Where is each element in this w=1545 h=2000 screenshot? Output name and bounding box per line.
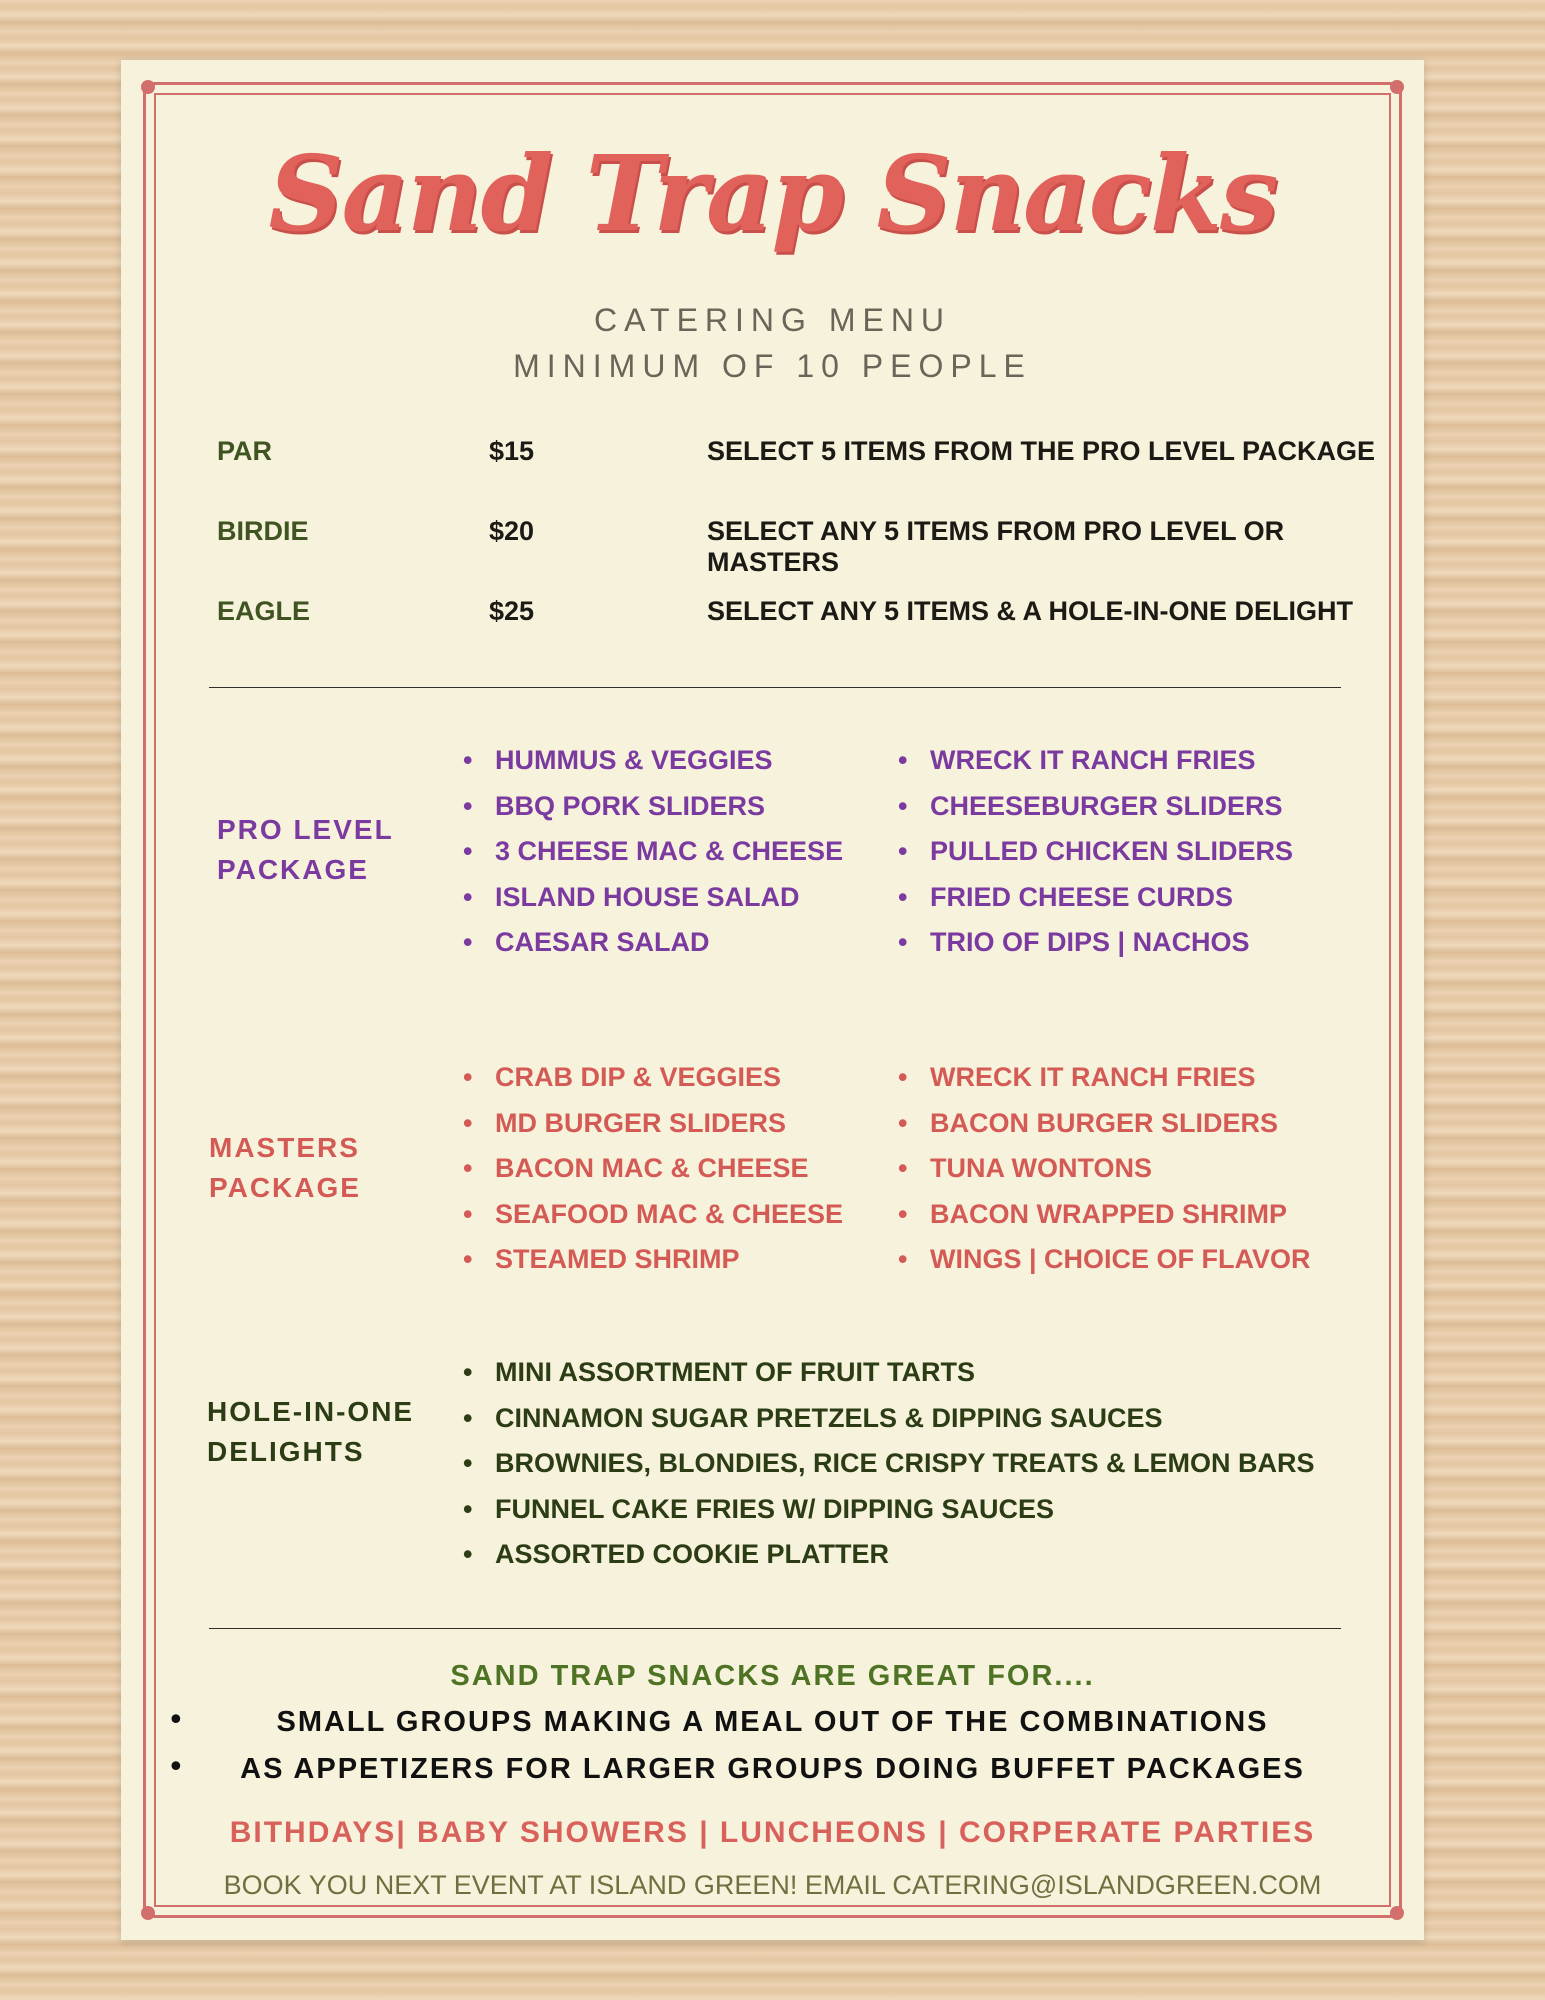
great-for-item: SMALL GROUPS MAKING A MEAL OUT OF THE COMBINATIONS [276,1706,1269,1738]
list-item: • TUNA WONTONS [898,1146,1311,1192]
list-item: • MINI ASSORTMENT OF FRUIT TARTS [463,1350,1315,1396]
list-item: • FRIED CHEESE CURDS [898,875,1293,921]
pro-level-label-line2: PACKAGE [217,854,369,885]
list-item: • BROWNIES, BLONDIES, RICE CRISPY TREATS & LEMON BARS [463,1441,1315,1487]
tier-name: PAR [217,436,273,466]
pro-level-label [217,810,394,890]
list-item: • CRAB DIP & VEGGIES [463,1055,843,1101]
list-item: • BACON WRAPPED SHRIMP [898,1192,1311,1238]
masters-label-line2: PACKAGE [209,1172,361,1203]
great-for-item: AS APPETIZERS FOR LARGER GROUPS DOING BUFFET PACKAGES [240,1753,1305,1785]
menu-sheet [121,60,1424,1940]
list-item: • WRECK IT RANCH FRIES [898,738,1293,784]
tier-price: $15 [489,436,535,466]
list-item: • BBQ PORK SLIDERS [463,784,843,830]
tier-description: SELECT 5 ITEMS FROM THE PRO LEVEL PACKAGE [707,436,1376,466]
list-item: • HUMMUS & VEGGIES [463,738,843,784]
list-item: • CAESAR SALAD [463,920,843,966]
booking-footer: BOOK YOU NEXT EVENT AT ISLAND GREEN! EMAIL CATERING@ISLANDGREEN.COM [223,1870,1322,1900]
subtitle-catering: CATERING MENU [593,302,952,338]
list-item: • BACON BURGER SLIDERS [898,1101,1311,1147]
tier-name: BIRDIE [217,516,309,546]
masters-list-left [463,1055,843,1283]
hole-in-one-label [207,1392,414,1472]
list-item: • CINNAMON SUGAR PRETZELS & DIPPING SAUCES [463,1396,1315,1442]
occasions-line: BITHDAYS| BABY SHOWERS | LUNCHEONS | CORPERATE PARTIES [229,1816,1316,1849]
bullet-icon: • [167,1750,185,1785]
tier-row-eagle [217,596,1397,636]
list-item: • TRIO OF DIPS | NACHOS [898,920,1293,966]
hole-in-one-label-line1: HOLE-IN-ONE [207,1396,415,1427]
divider [209,1628,1341,1629]
list-item: • WRECK IT RANCH FRIES [898,1055,1311,1101]
divider [209,687,1341,688]
hole-in-one-list [463,1350,1315,1578]
pro-level-list-left [463,738,843,966]
pro-level-label-line1: PRO LEVEL [217,814,394,845]
tier-row-par [217,436,1397,476]
great-for-title: SAND TRAP SNACKS ARE GREAT FOR.... [450,1660,1095,1692]
tier-description: SELECT ANY 5 ITEMS FROM PRO LEVEL OR MASTERS [707,516,1285,577]
hole-in-one-label-line2: DELIGHTS [207,1436,365,1467]
tier-row-birdie [217,516,1397,577]
subtitle-minimum: MINIMUM OF 10 PEOPLE [513,348,1032,384]
list-item: • CHEESEBURGER SLIDERS [898,784,1293,830]
list-item: • ASSORTED COOKIE PLATTER [463,1532,1315,1578]
tier-description: SELECT ANY 5 ITEMS & A HOLE-IN-ONE DELIGHT [707,596,1354,626]
tier-price: $20 [489,516,535,546]
corner-dot-icon [1390,1906,1404,1920]
list-item: • BACON MAC & CHEESE [463,1146,843,1192]
list-item: • MD BURGER SLIDERS [463,1101,843,1147]
pro-level-list-right [898,738,1293,966]
menu-title: Sand Trap Snacks [268,132,1277,255]
masters-label [209,1128,361,1208]
tier-price: $25 [489,596,535,626]
list-item: • PULLED CHICKEN SLIDERS [898,829,1293,875]
list-item: • SEAFOOD MAC & CHEESE [463,1192,843,1238]
list-item: • STEAMED SHRIMP [463,1237,843,1283]
corner-dot-icon [141,80,155,94]
masters-list-right [898,1055,1311,1283]
tier-name: EAGLE [217,596,311,626]
corner-dot-icon [1390,80,1404,94]
list-item: • WINGS | CHOICE OF FLAVOR [898,1237,1311,1283]
list-item: • FUNNEL CAKE FRIES W/ DIPPING SAUCES [463,1487,1315,1533]
masters-label-line1: MASTERS [209,1132,360,1163]
list-item: • ISLAND HOUSE SALAD [463,875,843,921]
bullet-icon: • [167,1703,185,1738]
corner-dot-icon [141,1906,155,1920]
list-item: • 3 CHEESE MAC & CHEESE [463,829,843,875]
